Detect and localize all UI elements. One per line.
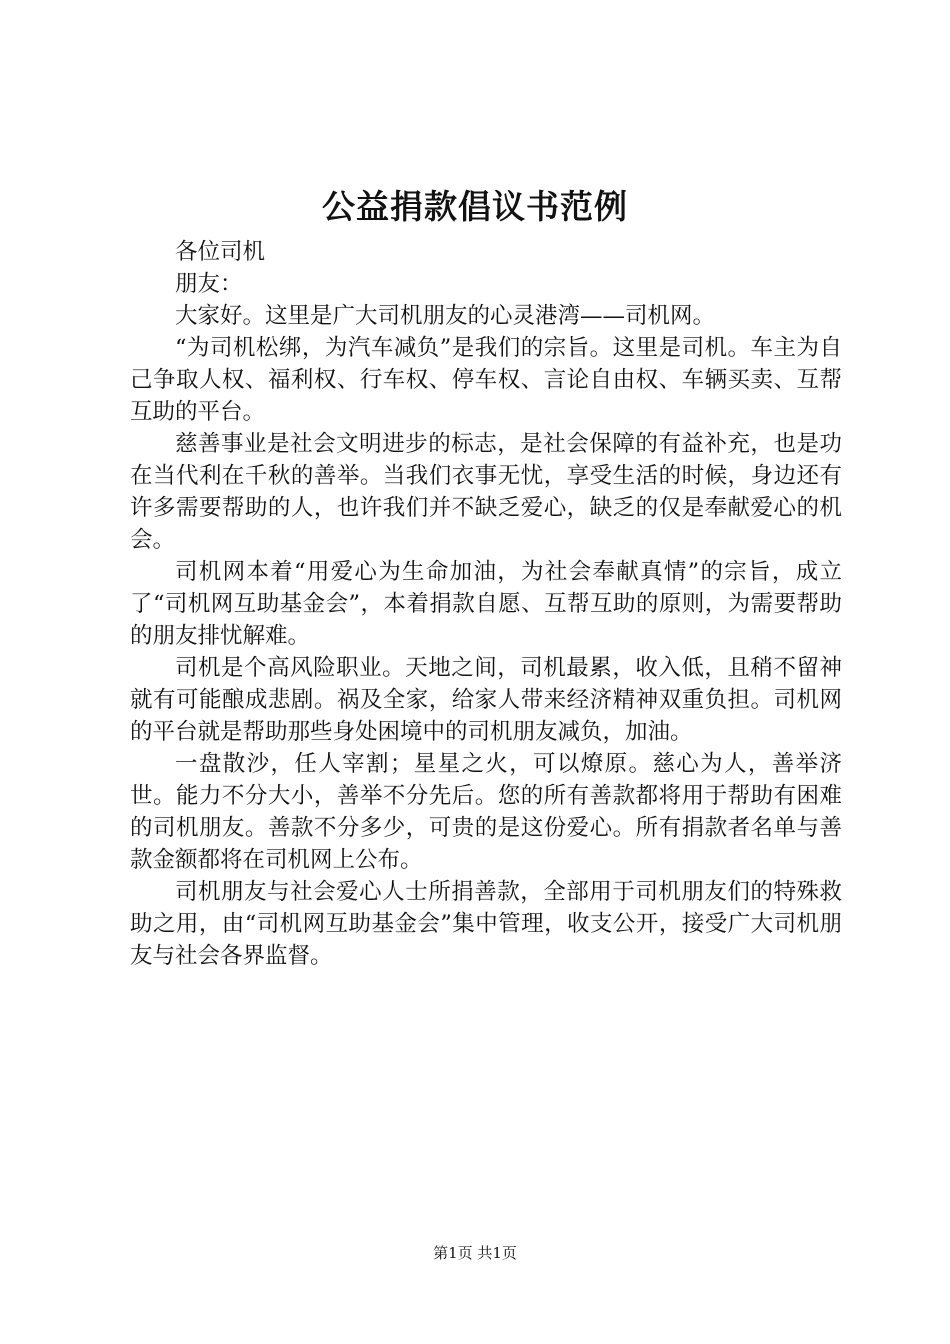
greeting-line-2: 朋友： bbox=[175, 271, 243, 297]
paragraph: 司机是个高风险职业。天地之间，司机最累，收入低，且稍不留神就有可能酿成悲剧。祸及全家，给家人带来经济精神双重负担。司机网的平台就是帮助那些身处困境中的司机朋友减负，加油。 bbox=[130, 655, 842, 745]
greeting-line-1: 各位司机 bbox=[175, 239, 266, 265]
paragraph: 大家好。这里是广大司机朋友的心灵港湾——司机网。 bbox=[175, 303, 716, 329]
paragraph: 司机网本着“用爱心为生命加油，为社会奉献真情”的宗旨，成立了“司机网互助基金会”，本着捐款自愿、互帮互助的原则，为需要帮助的朋友排忧解难。 bbox=[130, 559, 842, 649]
paragraph: “为司机松绑，为汽车减负”是我们的宗旨。这里是司机。车主为自己争取人权、福利权、行车权、停车权、言论自由权、车辆买卖、互帮互助的平台。 bbox=[130, 335, 842, 425]
paragraph: 司机朋友与社会爱心人士所捐善款，全部用于司机朋友们的特殊救助之用，由“司机网互助基金会”集中管理，收支公开，接受广大司机朋友与社会各界监督。 bbox=[130, 879, 842, 969]
document-body bbox=[130, 236, 842, 972]
paragraph: 一盘散沙，任人宰割；星星之火，可以燎原。慈心为人，善举济世。能力不分大小，善举不分先后。您的所有善款都将用于帮助有困难的司机朋友。善款不分多少，可贵的是这份爱心。所有捐款者名单与善款金额都将在司机网上公布。 bbox=[130, 751, 842, 873]
page-footer: 第1页 共1页 bbox=[433, 1244, 517, 1262]
document-title: 公益捐款倡议书范例 bbox=[322, 187, 628, 226]
paragraph: 慈善事业是社会文明进步的标志，是社会保障的有益补充，也是功在当代利在千秋的善举。当我们衣事无忧，享受生活的时候，身边还有许多需要帮助的人，也许我们并不缺乏爱心，缺乏的仅是奉献爱心的机会。 bbox=[130, 431, 842, 553]
